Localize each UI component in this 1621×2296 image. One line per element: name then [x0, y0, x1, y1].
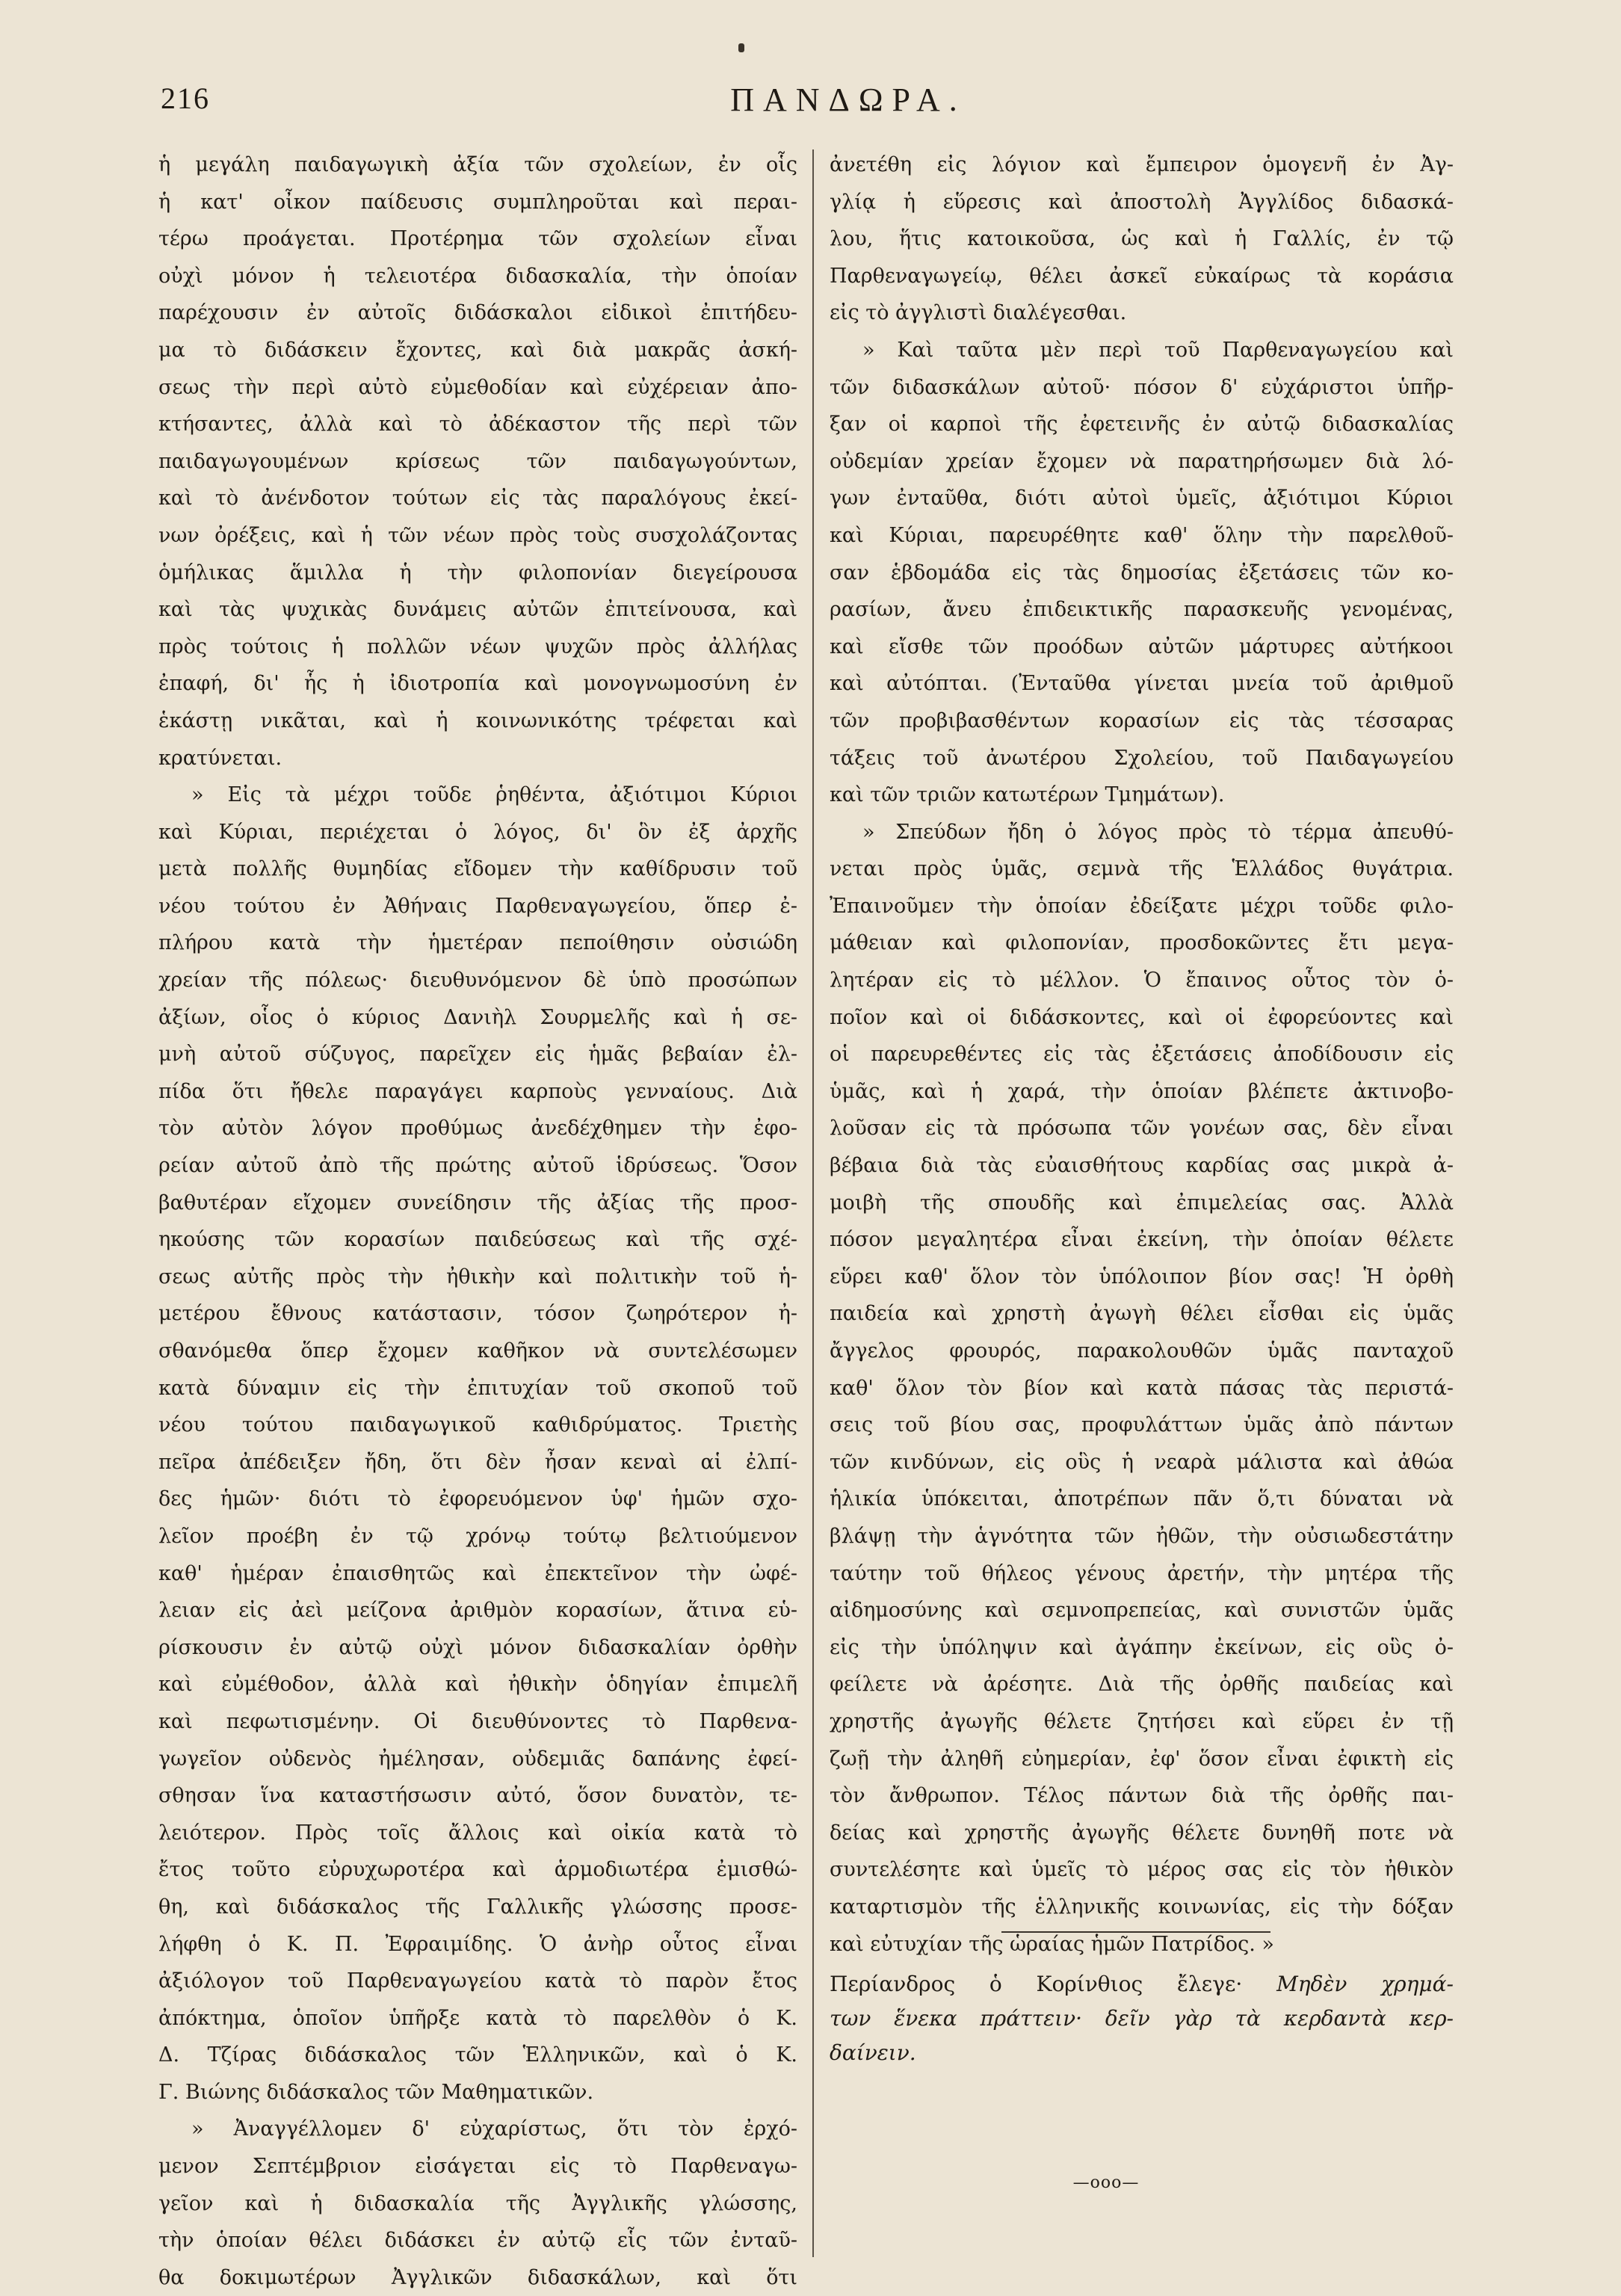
text-line: πλήρου κατὰ τὴν ἡμετέραν πεποίθησιν οὐσιώδη [158, 931, 797, 955]
print-speck [738, 43, 744, 52]
text-line: παιδεία καὶ χρηστὴ ἀγωγὴ θέλει εἶσθαι εἰς ὑμᾶς [830, 1302, 1454, 1326]
text-line: Γ. Βιώνης διδάσκαλος τῶν Μαθηματικῶν. [158, 2080, 594, 2104]
text-line: καὶ αὐτόπται. (Ἐνταῦθα γίνεται μνεία τοῦ ἀριθμοῦ [830, 672, 1454, 696]
text-line: καὶ εἴσθε τῶν προόδων αὐτῶν μάρτυρες αὐτήκοοι [830, 635, 1454, 658]
page-header [161, 81, 1536, 133]
text-line: λου, ἥτις κατοικοῦσα, ὡς καὶ ἡ Γαλλίς, ἐν τῷ [830, 227, 1454, 251]
text-line: καταρτισμὸν τῆς ἑλληνικῆς κοινωνίας, εἰς τὴν δόξαν [830, 1895, 1454, 1919]
text-line: ἡ μεγάλη παιδαγωγικὴ ἀξία τῶν σχολείων, ἐν οἷς [158, 153, 797, 176]
text-line: τῶν διδασκάλων αὐτοῦ· πόσον δ' εὐχάριστοι ὑπῆρ- [830, 375, 1454, 399]
text-line: ἐπαφή, δι' ἧς ἡ ἰδιοτροπία καὶ μονογνωμοσύνη ἐν [158, 672, 797, 696]
text-line: καὶ τὰς ψυχικὰς δυνάμεις αὐτῶν ἐπιτείνουσα, καὶ [158, 598, 797, 622]
text-line: τέρω προάγεται. Προτέρημα τῶν σχολείων εἶναι [158, 227, 797, 251]
quote-line-1 [830, 1967, 1454, 2002]
text-line: ξαν οἱ καρποὶ τῆς ἐφετεινῆς ἐν αὐτῷ διδασκαλίας [830, 413, 1454, 436]
text-line: μετὰ πολλῆς θυμηδίας εἴδομεν τὴν καθίδρυσιν τοῦ [158, 857, 797, 881]
text-line: νέου τούτου παιδαγωγικοῦ καθιδρύματος. Τριετὴς [158, 1413, 797, 1437]
right-column [830, 146, 1454, 1963]
text-line: οὐδεμίαν χρείαν ἔχομεν νὰ παρατηρήσωμεν διὰ λό- [830, 449, 1454, 473]
text-line: ἀνετέθη εἰς λόγιον καὶ ἔμπειρον ὁμογενῆ ἐν Ἀγ- [830, 153, 1454, 176]
periander-quote [830, 1967, 1454, 2070]
text-line: σαν ἑβδομάδα εἰς τὰς δημοσίας ἐξετάσεις τῶν κο- [830, 561, 1454, 584]
text-line: λειότερον. Πρὸς τοῖς ἄλλοις καὶ οἰκία κατὰ τὸ [158, 1821, 797, 1845]
text-line: τάξεις τοῦ ἀνωτέρου Σχολείου, τοῦ Παιδαγωγείου [830, 746, 1454, 770]
text-line: μενον Σεπτέμβριον εἰσάγεται εἰς τὸ Παρθεναγω- [158, 2155, 797, 2179]
text-line: ὁμήλικας ἅμιλλα ἡ τὴν φιλοπονίαν διεγείρουσα [158, 561, 797, 584]
text-line: τὸν αὐτὸν λόγον προθύμως ἀνεδέχθημεν τὴν ἐφο- [158, 1117, 797, 1141]
text-line: νων ὀρέξεις, καὶ ἡ τῶν νέων πρὸς τοὺς συσχολάζοντας [158, 523, 797, 547]
quote-italic-1: Μηδὲν χρημά- [1276, 1972, 1454, 1996]
text-line: πόσον μεγαλητέρα εἶναι ἐκείνη, τὴν ὁποίαν θέλετε [830, 1228, 1454, 1252]
text-line: » Καὶ ταῦτα μὲν περὶ τοῦ Παρθεναγωγείου καὶ [862, 338, 1454, 362]
text-line: γων ἐνταῦθα, διότι αὐτοὶ ὑμεῖς, ἀξιότιμοι Κύριοι [830, 487, 1454, 510]
text-line: δείας καὶ χρηστῆς ἀγωγῆς θέλετε δυνηθῆ ποτε νὰ [830, 1821, 1454, 1845]
text-line: ρασίων, ἄνευ ἐπιδεικτικῆς παρασκευῆς γενομένας, [830, 598, 1454, 622]
text-line: ρίσκουσιν ἐν αὐτῷ οὐχὶ μόνον διδασκαλίαν ὀρθὴν [158, 1635, 797, 1659]
text-line: καὶ πεφωτισμένην. Οἱ διευθύνοντες τὸ Παρθενα- [158, 1709, 797, 1733]
text-line: οἱ παρευρεθέντες εἰς τὰς ἐξετάσεις ἀποδίδουσιν εἰς [830, 1043, 1454, 1067]
text-line: εἰς τὴν ὑπόληψιν καὶ ἀγάπην ἐκείνων, εἰς οὓς ὀ- [830, 1635, 1454, 1659]
text-line: » Ἀναγγέλλομεν δ' εὐχαρίστως, ὅτι τὸν ἐρχό- [191, 2117, 797, 2141]
section-rule [1001, 1931, 1270, 1933]
page-number: 216 [161, 81, 210, 115]
text-line: ἔτος τοῦτο εὐρυχωροτέρα καὶ ἁρμοδιωτέρα ἐμισθώ- [158, 1858, 797, 1882]
text-line: γωγεῖον οὐδενὸς ἠμέλησαν, οὐδεμιᾶς δαπάνης ἐφεί- [158, 1747, 797, 1771]
end-ornament: —ooo— [1072, 2173, 1140, 2192]
text-line: πεῖρα ἀπέδειξεν ἤδη, ὅτι δὲν ἦσαν κεναὶ αἱ ἐλπί- [158, 1450, 797, 1474]
text-line: λητέραν εἰς τὸ μέλλον. Ὁ ἔπαινος οὗτος τὸν ὁ- [830, 969, 1454, 993]
text-line: τῶν προβιβασθέντων κορασίων εἰς τὰς τέσσαρας [830, 709, 1454, 732]
text-line: μετέρου ἔθνους κατάστασιν, τόσον ζωηρότερον ἠ- [158, 1302, 797, 1326]
text-line: εὕρει καθ' ὅλον τὸν ὑπόλοιπον βίον σας! Ἡ ὀρθὴ [830, 1265, 1454, 1289]
text-line: νεται πρὸς ὑμᾶς, σεμνὰ τῆς Ἑλλάδος θυγάτρια. [830, 857, 1454, 881]
text-line: λοῦσαν εἰς τὰ πρόσωπα τῶν γονέων σας, δὲν εἶναι [830, 1117, 1454, 1141]
text-line: ἑκάστῃ νικᾶται, καὶ ἡ κοινωνικότης τρέφεται καὶ [158, 709, 797, 732]
text-line: θα δοκιμωτέρων Ἀγγλικῶν διδασκάλων, καὶ ὅτι [158, 2265, 797, 2289]
text-line: δες ἡμῶν· διότι τὸ ἐφορευόμενον ὑφ' ἡμῶν σχο- [158, 1487, 797, 1511]
text-line: οὐχὶ μόνον ἡ τελειοτέρα διδασκαλία, τὴν ὁποίαν [158, 264, 797, 288]
text-line: πρὸς τούτοις ἡ πολλῶν νέων ψυχῶν πρὸς ἀλλήλας [158, 635, 797, 658]
text-line: νέου τούτου ἐν Ἀθήναις Παρθεναγωγείου, ὅπερ ἐ- [158, 894, 797, 918]
text-line: Δ. Τζίρας διδάσκαλος τῶν Ἑλληνικῶν, καὶ ὁ Κ. [158, 2043, 797, 2067]
text-line: καὶ Κύριαι, παρευρέθητε καθ' ὅλην τὴν παρελθοῦ- [830, 523, 1454, 547]
text-line: ἡ κατ' οἶκον παίδευσις συμπληροῦται καὶ περαι- [158, 190, 797, 214]
text-line: βλάψῃ τὴν ἁγνότητα τῶν ἠθῶν, τὴν οὐσιωδεστάτην [830, 1524, 1454, 1548]
text-line: ποῖον καὶ οἱ διδάσκοντες, καὶ οἱ ἐφορεύοντες καὶ [830, 1005, 1454, 1029]
text-line: ζωῇ τὴν ἀληθῆ εὐημερίαν, ἐφ' ὅσον εἶναι ἐφικτὴ εἰς [830, 1747, 1454, 1771]
text-line: κατὰ δύναμιν εἰς τὴν ἐπιτυχίαν τοῦ σκοποῦ τοῦ [158, 1376, 797, 1400]
text-line: μάθειαν καὶ φιλοπονίαν, προσδοκῶντες ἔτι μεγα- [830, 931, 1454, 955]
text-line: κρατύνεται. [158, 746, 282, 770]
quote-line-2: των ἕνεκα πράττειν· δεῖν γὰρ τὰ κερδαντὰ κερ- [830, 2006, 1454, 2031]
text-line: καὶ τῶν τριῶν κατωτέρων Τμημάτων). [830, 783, 1225, 807]
text-line: ταύτην τοῦ θήλεος γένους ἀρετήν, τὴν μητέρα τῆς [830, 1561, 1454, 1585]
text-line: λειαν εἰς ἀεὶ μείζονα ἀριθμὸν κορασίων, ἅτινα εὑ- [158, 1599, 797, 1623]
text-line: σεις τοῦ βίου σας, προφυλάττων ὑμᾶς ἀπὸ πάντων [830, 1413, 1454, 1437]
text-line: σθησαν ἵνα καταστήσωσιν αὐτό, ὅσον δυνατὸν, τε- [158, 1784, 797, 1808]
quote-line-3: δαίνειν. [830, 2040, 916, 2065]
text-line: μνὴ αὐτοῦ σύζυγος, παρεῖχεν εἰς ἡμᾶς βεβαίαν ἐλ- [158, 1043, 797, 1067]
text-line: ἀξίων, οἷος ὁ κύριος Δανιὴλ Σουρμελῆς καὶ ἡ σε- [158, 1005, 797, 1029]
journal-title: ΠΑΝΔΩΡΑ. [730, 81, 966, 118]
column-divider [812, 149, 814, 2257]
text-line: αἰδημοσύνης καὶ σεμνοπρεπείας, καὶ συνιστῶν ὑμᾶς [830, 1599, 1454, 1623]
text-line: λεῖον προέβη ἐν τῷ χρόνῳ τούτῳ βελτιούμενον [158, 1524, 797, 1548]
text-line: ἀξιόλογον τοῦ Παρθεναγωγείου κατὰ τὸ παρὸν ἔτος [158, 1969, 797, 1993]
text-line: ἡλικία ὑπόκειται, ἀποτρέπων πᾶν ὅ,τι δύναται νὰ [830, 1487, 1454, 1511]
text-line: τῶν κινδύνων, εἰς οὓς ἡ νεαρὰ μάλιστα καὶ ἀθώα [830, 1450, 1454, 1474]
text-line: Ἐπαινοῦμεν τὴν ὁποίαν ἐδείξατε μέχρι τοῦδε φιλο- [830, 894, 1454, 918]
text-line: πίδα ὅτι ἤθελε παραγάγει καρποὺς γενναίους. Διὰ [158, 1079, 797, 1103]
left-column [158, 146, 797, 2296]
text-line: βέβαια διὰ τὰς εὐαισθήτους καρδίας σας μικρὰ ἀ- [830, 1154, 1454, 1178]
text-line: καθ' ὅλον τὸν βίον καὶ κατὰ πάσας τὰς περιστά- [830, 1376, 1454, 1400]
text-line: καὶ εὐμέθοδον, ἀλλὰ καὶ ἠθικὴν ὁδηγίαν ἐπιμελῆ [158, 1673, 797, 1697]
text-line: φείλετε νὰ ἀρέσητε. Διὰ τῆς ὀρθῆς παιδείας καὶ [830, 1673, 1454, 1697]
text-line: χρηστῆς ἀγωγῆς θέλετε ζητήσει καὶ εὕρει ἐν τῇ [830, 1709, 1454, 1733]
text-line: τὴν ὁποίαν θέλει διδάσκει ἐν αὐτῷ εἷς τῶν ἐνταῦ- [158, 2229, 797, 2253]
text-line: καθ' ἡμέραν ἐπαισθητῶς καὶ ἐπεκτεῖνον τὴν ὠφέ- [158, 1561, 797, 1585]
text-line: εἰς τὸ ἀγγλιστὶ διαλέγεσθαι. [830, 301, 1127, 325]
text-line: γεῖον καὶ ἡ διδασκαλία τῆς Ἀγγλικῆς γλώσσης, [158, 2191, 797, 2215]
text-line: λήφθη ὁ Κ. Π. Ἐφραιμίδης. Ὁ ἀνὴρ οὗτος εἶναι [158, 1932, 797, 1956]
text-line: παιδαγωγουμένων κρίσεως τῶν παιδαγωγούντων, [158, 449, 797, 473]
text-line: βαθυτέραν εἴχομεν συνείδησιν τῆς ἀξίας τῆς προσ- [158, 1191, 797, 1215]
text-line: καὶ τὸ ἀνένδοτον τούτων εἰς τὰς παραλόγους ἐκεί- [158, 487, 797, 510]
text-line: σθανόμεθα ὅπερ ἔχομεν καθῆκον νὰ συντελέσωμεν [158, 1339, 797, 1363]
text-line: καὶ Κύριαι, περιέχεται ὁ λόγος, δι' ὃν ἐξ ἀρχῆς [158, 820, 797, 844]
text-line: παρέχουσιν ἐν αὐτοῖς διδάσκαλοι εἰδικοὶ ἐπιτήδευ- [158, 301, 797, 325]
text-line: καὶ εὐτυχίαν τῆς ὡραίας ἡμῶν Πατρίδος. » [830, 1932, 1274, 1956]
text-line: κτήσαντες, ἀλλὰ καὶ τὸ ἀδέκαστον τῆς περὶ τῶν [158, 413, 797, 436]
text-line: ἀπόκτημα, ὁποῖον ὑπῆρξε κατὰ τὸ παρελθὸν ὁ Κ. [158, 2006, 797, 2030]
text-line: γλίᾳ ἡ εὕρεσις καὶ ἀποστολὴ Ἀγγλίδος διδασκά- [830, 190, 1454, 214]
text-line: Παρθεναγωγείῳ, θέλει ἀσκεῖ εὐκαίρως τὰ κοράσια [830, 264, 1454, 288]
text-line: μοιβὴ τῆς σπουδῆς καὶ ἐπιμελείας σας. Ἀλλὰ [830, 1191, 1454, 1215]
text-line: μα τὸ διδάσκειν ἔχοντες, καὶ διὰ μακρᾶς ἀσκή- [158, 338, 797, 362]
text-line: τὸν ἄνθρωπον. Τέλος πάντων διὰ τῆς ὀρθῆς παι- [830, 1784, 1454, 1808]
text-line: ηκούσης τῶν κορασίων παιδεύσεως καὶ τῆς σχέ- [158, 1228, 797, 1252]
text-line: ἄγγελος φρουρός, παρακολουθῶν ὑμᾶς πανταχοῦ [830, 1339, 1454, 1363]
quote-speaker: Περίανδρος ὁ Κορίνθιος ἔλεγε· [830, 1972, 1243, 1996]
text-line: συντελέσητε καὶ ὑμεῖς τὸ μέρος σας εἰς τὸν ἠθικὸν [830, 1858, 1454, 1882]
text-line: θη, καὶ διδάσκαλος τῆς Γαλλικῆς γλώσσης προσε- [158, 1895, 797, 1919]
text-line: σεως τὴν περὶ αὐτὸ εὐμεθοδίαν καὶ εὐχέρειαν ἀπο- [158, 375, 797, 399]
text-line: » Εἰς τὰ μέχρι τοῦδε ῥηθέντα, ἀξιότιμοι Κύριοι [191, 783, 797, 807]
text-line: » Σπεύδων ἤδη ὁ λόγος πρὸς τὸ τέρμα ἀπευθύ- [862, 820, 1454, 844]
text-line: χρείαν τῆς πόλεως· διευθυνόμενον δὲ ὑπὸ προσώπων [158, 969, 797, 993]
text-line: ρείαν αὐτοῦ ἀπὸ τῆς πρώτης αὐτοῦ ἱδρύσεως. Ὅσον [158, 1154, 797, 1178]
text-line: σεως αὐτῆς πρὸς τὴν ἠθικὴν καὶ πολιτικὴν τοῦ ἡ- [158, 1265, 797, 1289]
text-line: ὑμᾶς, καὶ ἡ χαρά, τὴν ὁποίαν βλέπετε ἀκτινοβο- [830, 1079, 1454, 1103]
